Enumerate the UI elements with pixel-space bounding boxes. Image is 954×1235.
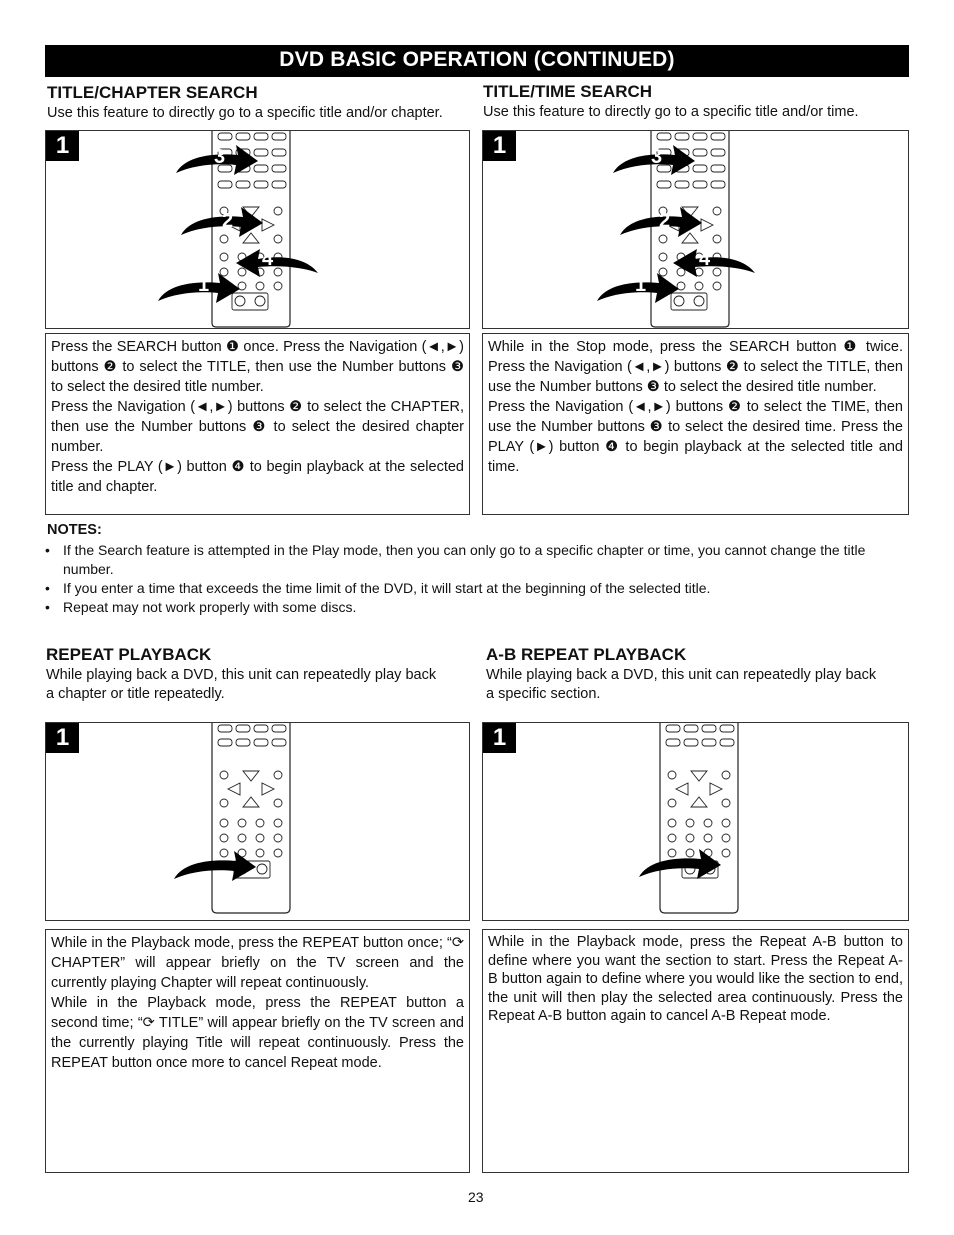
page-banner: DVD BASIC OPERATION (CONTINUED) — [45, 45, 909, 77]
callout-1: 1 — [635, 274, 647, 296]
callout-2: 2 — [222, 210, 234, 232]
step-badge: 1 — [483, 131, 516, 161]
instruction-paragraph: While in the Playback mode, press the REPEAT button once; “⟳ CHAPTER” will appear briefly on the TV screen and the currently playing Chapter will repeat continuously. — [51, 935, 464, 991]
ab-repeat-instructions — [482, 929, 909, 1173]
remote-control-illustration — [483, 131, 909, 329]
callout-2: 2 — [659, 210, 671, 232]
notes-list — [45, 541, 905, 617]
callout-3: 3 — [651, 146, 663, 168]
title-time-heading: TITLE/TIME SEARCH — [483, 82, 653, 101]
instruction-paragraph: Press the Navigation (◄,►) buttons ❷ to select the CHAPTER, then use the Number buttons ❸ to select the desired chapter number. — [51, 399, 464, 455]
step-badge: 1 — [46, 723, 79, 753]
title-time-illustration — [482, 130, 909, 329]
note-item: • If the Search feature is attempted in the Play mode, then you can only go to a specific chapter or time, you cannot change the title number. — [45, 541, 905, 579]
remote-control-illustration — [483, 723, 909, 921]
title-chapter-heading: TITLE/CHAPTER SEARCH — [47, 83, 258, 102]
instruction-paragraph: While in the Playback mode, press the REPEAT button a second time; “⟳ TITLE” will appear briefly on the TV screen and the currently playing Title will repeat continuously. Press the REPEAT button once more to cancel Repeat mode. — [51, 995, 464, 1071]
ab-repeat-heading: A-B REPEAT PLAYBACK — [486, 645, 687, 664]
notes-title: NOTES: — [47, 522, 102, 538]
instruction-paragraph: Press the SEARCH button ❶ once. Press the Navigation (◄,►) buttons ❷ to select the TITLE, then use the Number buttons ❸ to select the desired title number. — [51, 339, 464, 395]
repeat-intro: While playing back a DVD, this unit can repeatedly play back a chapter or title repeatedly. — [46, 667, 437, 702]
callout-4: 4 — [262, 248, 274, 270]
repeat-instructions — [45, 929, 470, 1173]
remote-control-illustration — [46, 131, 470, 329]
note-item: • If you enter a time that exceeds the time limit of the DVD, it will start at the beginning of the selected title. — [45, 579, 905, 598]
instruction-paragraph: Press the PLAY (►) button ❹ to begin playback at the selected title and chapter. — [51, 459, 464, 495]
callout-3: 3 — [214, 146, 226, 168]
instruction-paragraph: Press the Navigation (◄,►) buttons ❷ to select the TIME, then use the Number buttons ❸ to select the desired time. Press the PLAY (►) button ❹ to begin playback at the selected title and time. — [488, 399, 903, 475]
remote-control-illustration — [46, 723, 470, 921]
title-chapter-illustration — [45, 130, 470, 329]
repeat-heading: REPEAT PLAYBACK — [46, 645, 212, 664]
callout-4: 4 — [699, 248, 711, 270]
ab-repeat-intro: While playing back a DVD, this unit can repeatedly play back a specific section. — [486, 667, 877, 702]
instruction-paragraph: While in the Stop mode, press the SEARCH button ❶ twice. Press the Navigation (◄,►) buttons ❷ to select the TITLE, then use the Number buttons ❸ to select the desired title number. — [488, 339, 903, 395]
note-item: • Repeat may not work properly with some discs. — [45, 598, 905, 617]
step-badge: 1 — [483, 723, 516, 753]
title-chapter-intro: Use this feature to directly go to a specific title and/or chapter. — [47, 105, 443, 121]
repeat-illustration — [45, 722, 470, 921]
ab-repeat-illustration — [482, 722, 909, 921]
title-time-intro: Use this feature to directly go to a specific title and/or time. — [483, 104, 859, 120]
callout-1: 1 — [198, 274, 210, 296]
page-number: 23 — [468, 1189, 484, 1205]
title-chapter-instructions — [45, 333, 470, 515]
step-badge: 1 — [46, 131, 79, 161]
title-time-instructions — [482, 333, 909, 515]
instruction-paragraph: While in the Playback mode, press the Repeat A-B button to define where you want the section to start. Press the Repeat A-B button again to define where you would like the section to end, the unit will then play the selected area continuously. Press the Repeat A-B button again to cancel A-B Repeat mode. — [488, 934, 903, 1024]
